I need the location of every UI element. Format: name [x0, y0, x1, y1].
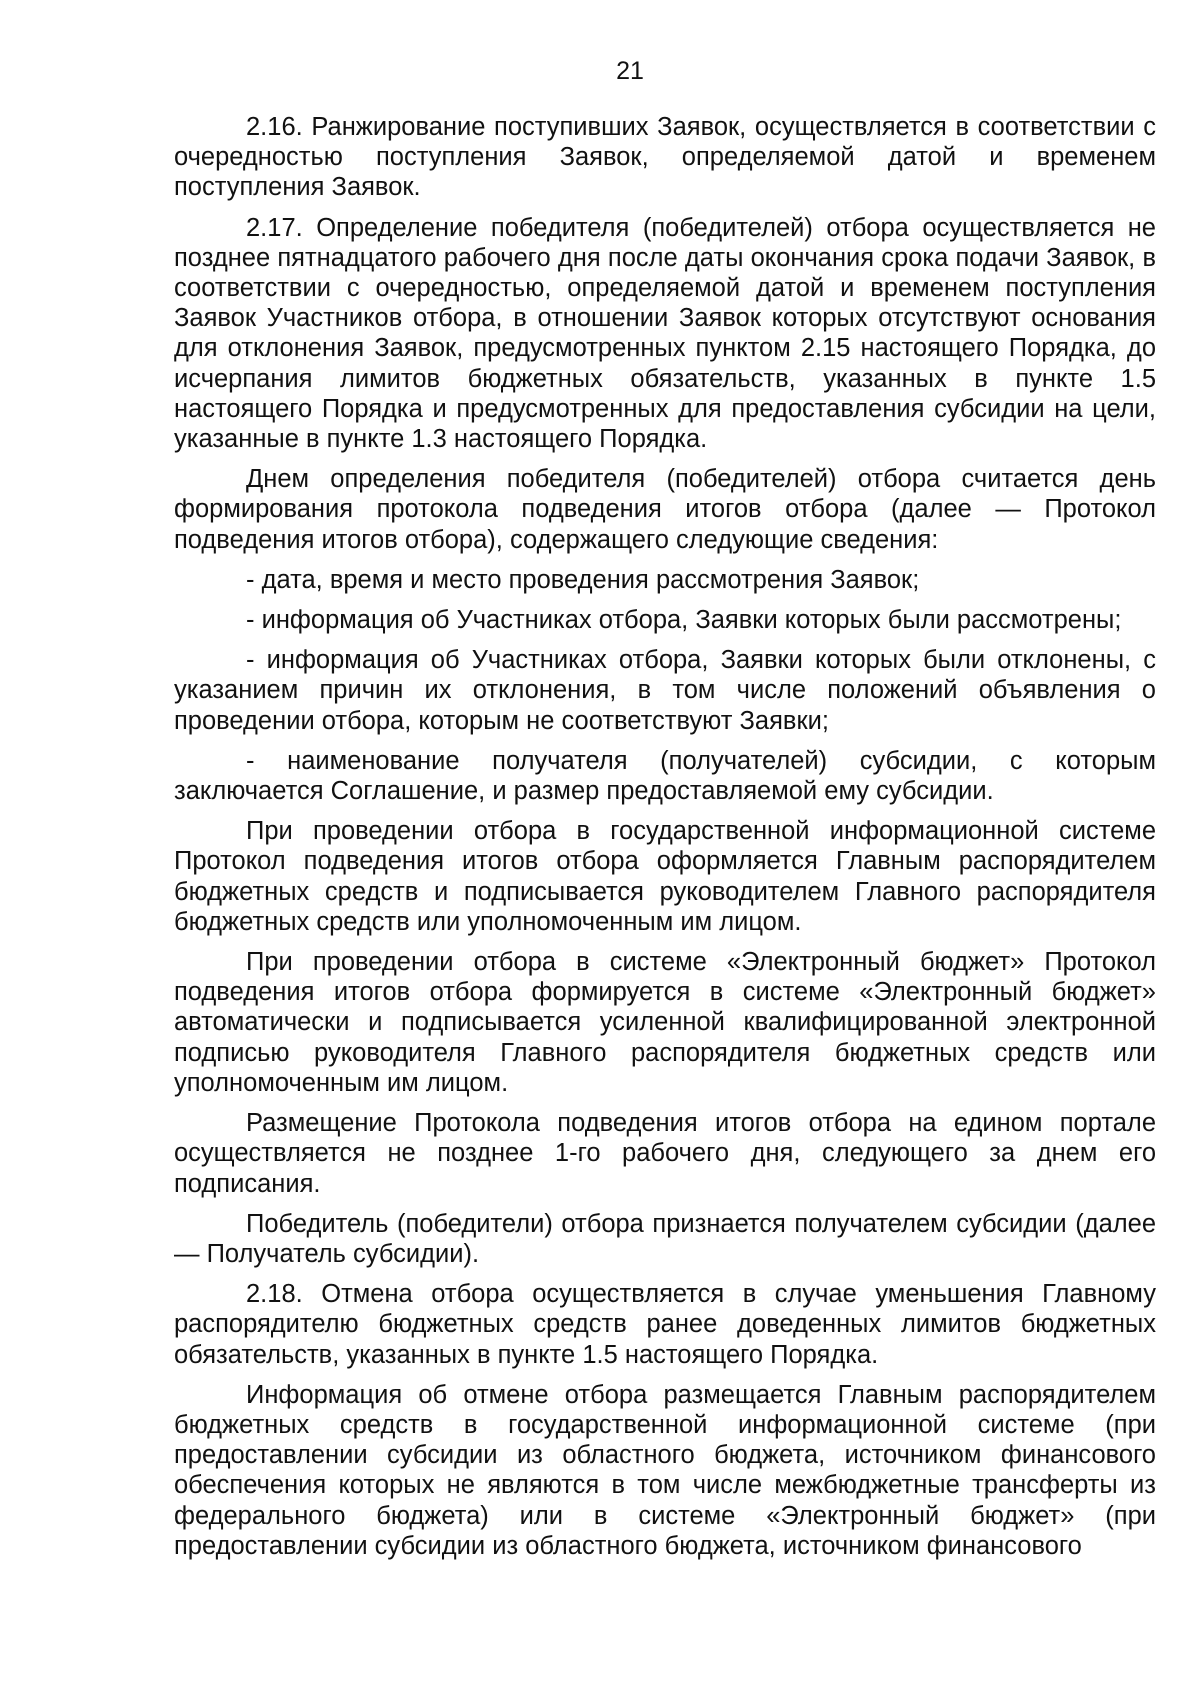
paragraph-gis-protocol: При проведении отбора в государственной информационной системе Протокол подведения итогов отбора оформляется Главным распорядителем бюджетных средств и подписывается руководителем Главного распорядителя бюджетных средств или уполномоченным им лицом.: [174, 817, 1156, 936]
paragraph-winner-day: Днем определения победителя (победителей) отбора считается день формирования протокола подведения итогов отбора (далее — Протокол подведения итогов отбора), содержащего следующие сведения:: [174, 465, 1156, 554]
paragraph-cancellation-info: Информация об отмене отбора размещается Главным распорядителем бюджетных средств в государственной информационной системе (при предоставлении субсидии из областного бюджета, источником финансового обеспечения которых не являются в том числе межбюджетные трансферты из федерального бюджета) или в системе «Электронный бюджет» (при предоставлении субсидии из областного бюджета, источником финансового: [174, 1380, 1156, 1560]
list-item-rejected-participants: - информация об Участниках отбора, Заявки которых были отклонены, с указанием причин их отклонения, в том числе положений объявления о проведении отбора, которым не соответствуют Заявки;: [174, 646, 1156, 735]
paragraph-2-18: 2.18. Отмена отбора осуществляется в случае уменьшения Главному распорядителю бюджетных средств ранее доведенных лимитов бюджетных обязательств, указанных в пункте 1.5 настоящего Порядка.: [174, 1280, 1156, 1369]
list-item-date-time-place: - дата, время и место проведения рассмотрения Заявок;: [246, 565, 920, 594]
list-item-reviewed-participants: - информация об Участниках отбора, Заявки которых были рассмотрены;: [246, 606, 1122, 635]
paragraph-ebudget-protocol: При проведении отбора в системе «Электронный бюджет» Протокол подведения итогов отбора формируется в системе «Электронный бюджет» автоматически и подписывается усиленной квалифицированной электронной подписью руководителя Главного распорядителя бюджетных средств или уполномоченным им лицом.: [174, 948, 1156, 1097]
paragraph-2-16: 2.16. Ранжирование поступивших Заявок, осуществляется в соответствии с очередностью поступления Заявок, определяемой датой и временем поступления Заявок.: [174, 113, 1156, 202]
paragraph-2-17: 2.17. Определение победителя (победителей) отбора осуществляется не позднее пятнадцатого рабочего дня после даты окончания срока подачи Заявок, в соответствии с очередностью, определяемой датой и временем поступления Заявок Участников отбора, в отношении Заявок которых отсутствуют основания для отклонения Заявок, предусмотренных пунктом 2.15 настоящего Порядка, до исчерпания лимитов бюджетных обязательств, указанных в пункте 1.5 настоящего Порядка и предусмотренных для предоставления субсидии на цели, указанные в пункте 1.3 настоящего Порядка.: [174, 213, 1156, 454]
paragraph-protocol-publication: Размещение Протокола подведения итогов отбора на едином портале осуществляется не позднее 1-го рабочего дня, следующего за днем его подписания.: [174, 1109, 1156, 1198]
page-number: 21: [616, 57, 644, 85]
list-item-recipient-name: - наименование получателя (получателей) субсидии, с которым заключается Соглашение, и размер предоставляемой ему субсидии.: [174, 746, 1156, 806]
document-body: [174, 112, 1156, 1571]
paragraph-winner-recipient: Победитель (победители) отбора признается получателем субсидии (далее — Получатель субсидии).: [174, 1209, 1156, 1268]
